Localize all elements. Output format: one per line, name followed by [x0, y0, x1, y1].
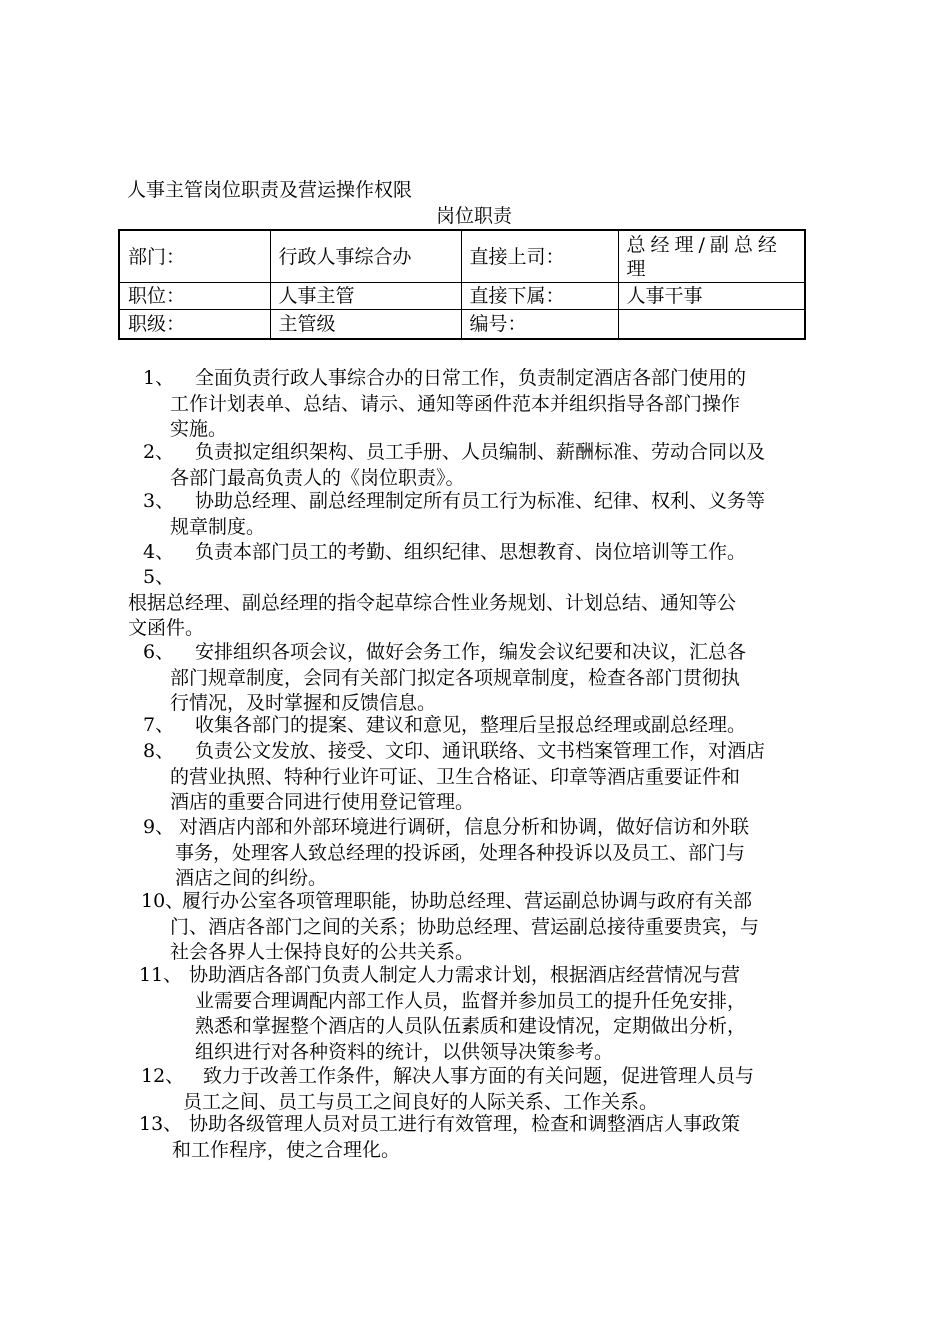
job-info-table [118, 229, 806, 340]
duty-number: 13、 [139, 1113, 183, 1135]
department-label: 部门： [119, 230, 270, 283]
duty-line: 安排组织各项会议，做好会务工作，编发会议纪要和决议，汇总各 [195, 641, 747, 663]
duty-number: 4、 [143, 541, 175, 563]
table-row [119, 230, 805, 283]
duty-line: 对酒店内部和外部环境进行调研，信息分析和协调，做好信访和外联 [179, 816, 750, 838]
duty-line: 实施。 [170, 418, 228, 440]
duty-line: 业需要合理调配内部工作人员，监督并参加员工的提升任免安排， [195, 989, 747, 1012]
duty-line: 工作计划表单、总结、请示、通知等函件范本并组织指导各部门操作 [170, 392, 741, 415]
supervisor-label: 直接上司： [461, 230, 618, 283]
duty-line: 致力于改善工作条件，解决人事方面的有关问题，促进管理人员与 [203, 1065, 755, 1087]
duty-line: 收集各部门的提案、建议和意见，整理后呈报总经理或副总经理。 [195, 714, 747, 736]
duty-line: 规章制度。 [170, 515, 266, 538]
duty-line: 文函件。 [128, 617, 205, 639]
duty-line: 负责本部门员工的考勤、组织纪律、思想教育、岗位培训等工作。 [195, 541, 747, 563]
duty-line: 的营业执照、特种行业许可证、卫生合格证、印章等酒店重要证件和 [170, 765, 741, 788]
duty-number: 9、 [143, 816, 175, 838]
duty-number: 6、 [143, 641, 175, 663]
section-title: 岗位职责 [436, 205, 513, 227]
duty-number: 8、 [143, 740, 175, 762]
duty-line: 负责公文发放、接受、文印、通讯联络、文书档案管理工作，对酒店 [195, 740, 766, 762]
table-row [119, 283, 805, 310]
duty-line: 行情况，及时掌握和反馈信息。 [170, 692, 437, 714]
duty-line: 酒店的重要合同进行使用登记管理。 [170, 791, 475, 813]
position-value: 人事主管 [270, 283, 461, 310]
supervisor-value: 总经理/副总经理 [618, 230, 805, 283]
duty-line: 根据总经理、副总经理的指令起草综合性业务规划、计划总结、通知等公 [128, 591, 737, 614]
duty-number: 1、 [143, 367, 175, 389]
duty-line: 酒店之间的纠纷。 [175, 867, 328, 889]
duty-line: 熟悉和掌握整个酒店的人员队伍素质和建设情况，定期做出分析， [195, 1015, 747, 1037]
duty-number: 7、 [143, 714, 175, 736]
duty-line: 部门规章制度，会同有关部门拟定各项规章制度，检查各部门贯彻执 [170, 666, 741, 689]
duty-line: 组织进行对各种资料的统计，以供领导决策参考。 [195, 1040, 614, 1063]
subordinate-value: 人事干事 [618, 283, 805, 310]
duty-number: 12、 [141, 1065, 185, 1087]
duty-line: 各部门最高负责人的《岗位职责》。 [170, 466, 465, 489]
duty-number: 10、 [141, 890, 185, 912]
duty-number: 5、 [143, 566, 175, 588]
duty-line: 员工之间、员工与员工之间良好的人际关系、工作关系。 [183, 1090, 659, 1113]
duty-line: 履行办公室各项管理职能，协助总经理、营运副总协调与政府有关部 [182, 890, 753, 912]
duty-number: 2、 [143, 441, 175, 463]
duty-line: 和工作程序，使之合理化。 [172, 1138, 401, 1161]
document-title: 人事主管岗位职责及营运操作权限 [127, 179, 413, 201]
table-row [119, 310, 805, 340]
code-value [618, 310, 805, 340]
duty-line: 协助各级管理人员对员工进行有效管理，检查和调整酒店人事政策 [189, 1113, 741, 1135]
duty-line: 协助总经理、副总经理制定所有员工行为标准、纪律、权利、义务等 [195, 490, 766, 512]
department-value: 行政人事综合办 [270, 230, 461, 283]
duty-number: 11、 [139, 964, 183, 986]
duty-line: 事务，处理客人致总经理的投诉函，处理各种投诉以及员工、部门与 [175, 841, 746, 864]
grade-value: 主管级 [270, 310, 461, 340]
duty-line: 协助酒店各部门负责人制定人力需求计划，根据酒店经营情况与营 [189, 964, 741, 986]
code-label: 编号： [461, 310, 618, 340]
duty-line: 全面负责行政人事综合办的日常工作，负责制定酒店各部门使用的 [195, 367, 747, 389]
duty-line: 门、酒店各部门之间的关系；协助总经理、营运副总接待重要贵宾，与 [170, 915, 760, 938]
grade-label: 职级： [119, 310, 270, 340]
subordinate-label: 直接下属： [461, 283, 618, 310]
duty-line: 负责拟定组织架构、员工手册、人员编制、薪酬标准、劳动合同以及 [195, 441, 766, 463]
position-label: 职位： [119, 283, 270, 310]
duty-line: 社会各界人士保持良好的公共关系。 [170, 941, 475, 963]
duty-number: 3、 [143, 490, 175, 512]
